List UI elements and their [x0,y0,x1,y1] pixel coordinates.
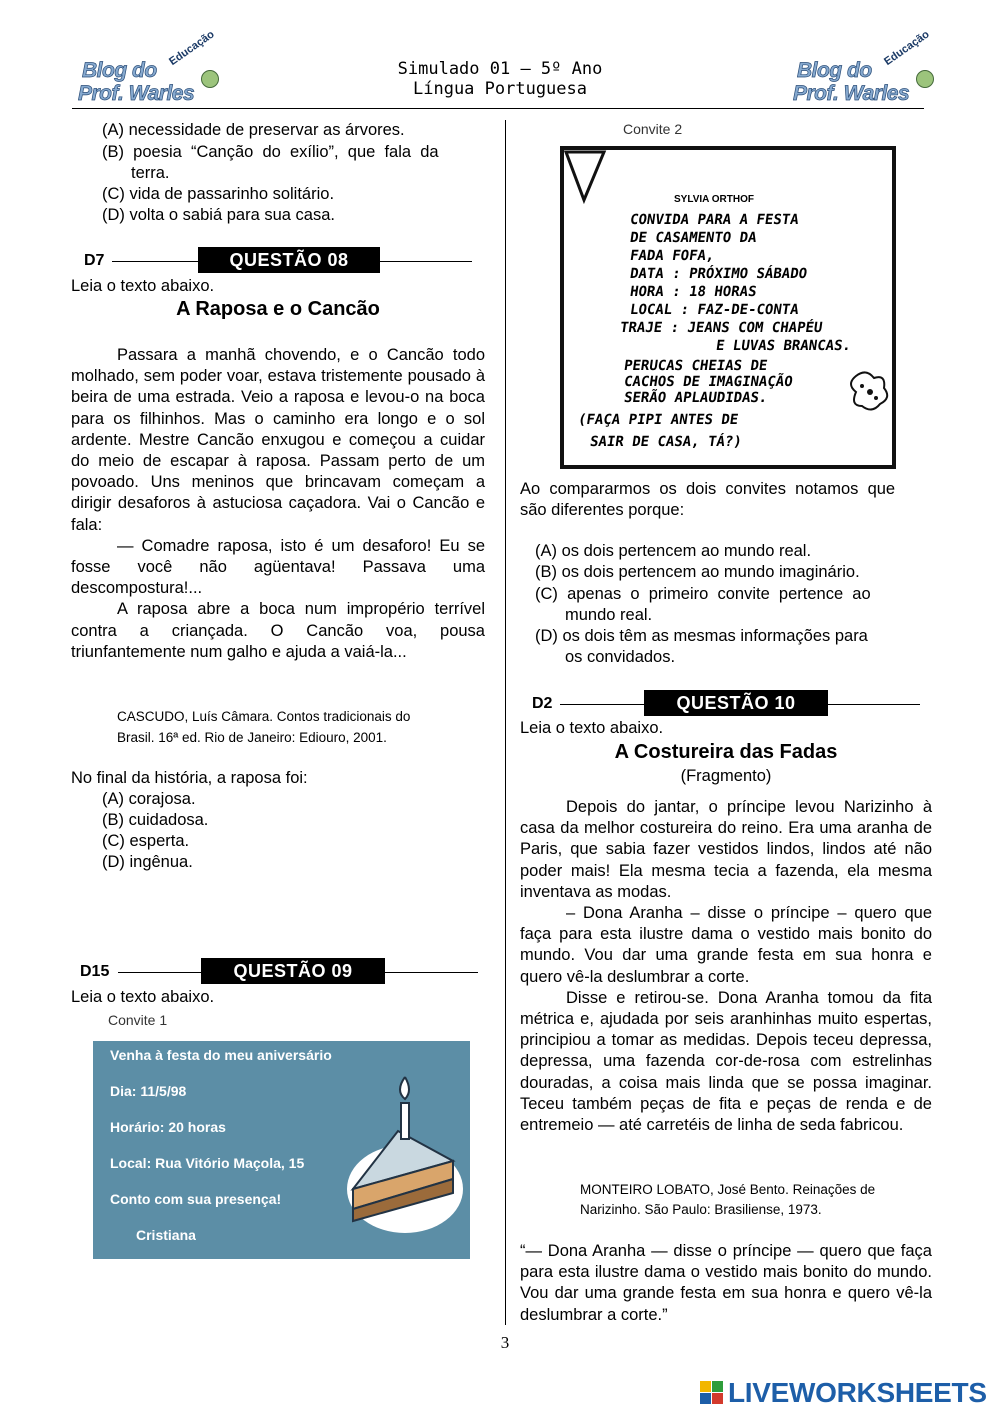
question-08-header [84,247,472,277]
q08-option-b: (B) cuidadosa. [102,811,209,829]
rule-right [828,704,920,705]
q07-option-a: (A) necessidade de preservar as árvores. [102,121,405,139]
globe-icon [201,70,219,88]
q08-reference-1: CASCUDO, Luís Câmara. Contos tradicionais do [117,709,411,724]
invite2-line: DE CASAMENTO DA [628,230,758,246]
invite2-line: DATA : PRÓXIMO SÁBADO [628,266,809,282]
q07-option-b: (B) poesia “Canção do exílio”, que fala da [102,143,439,161]
liveworksheets-mark-icon [700,1381,724,1405]
page-subtitle: Língua Portuguesa [413,79,587,99]
q09-question-1: Ao compararmos os dois convites notamos que [520,480,896,498]
q09-option-a: (A) os dois pertencem ao mundo real. [535,542,812,560]
convite1-caption: Convite 1 [108,1012,168,1028]
q08-option-a: (A) corajosa. [102,790,196,808]
invite1-line: Conto com sua presença! [110,1191,282,1207]
flower-doodle-icon [836,364,896,424]
cake-icon [343,1071,463,1241]
paragraph: A raposa abre a boca num impropério terrível contra a criançada. O Cancão voa, pousa triunfantemente num galho e ajuda a vaiá-la... [71,600,485,661]
q09-option-c: (C) apenas o primeiro convite pertence ao [535,585,871,603]
question-label: QUESTÃO 08 [198,247,380,273]
invite2-line: TRAJE : JEANS COM CHAPÉU [618,320,824,336]
invite2-line: CACHOS DE IMAGINAÇÃO [622,374,794,390]
invitation-1-card [93,1041,470,1259]
q07-option-c: (C) vida de passarinho solitário. [102,185,335,203]
q10-reference-2: Narizinho. São Paulo: Brasiliense, 1973. [580,1202,822,1217]
q10-text-subtitle: (Fragmento) [680,767,772,785]
header-divider [72,108,924,109]
q10-text-title: A Costureira das Fadas [614,741,838,763]
q10-reference-1: MONTEIRO LOBATO, José Bento. Reinações de [580,1182,876,1197]
q07-option-b-cont: terra. [131,164,170,182]
descriptor-code: D2 [532,695,553,712]
liveworksheets-wordmark: LIVEWORKSHEETS [728,1377,987,1408]
invite2-line: SAIR DE CASA, TÁ?) [588,434,743,450]
column-divider [505,120,506,1325]
logo-line2: Prof. Warles [793,82,910,105]
page-title: Simulado 01 – 5º Ano [397,59,603,79]
q08-option-d: (D) ingênua. [102,853,193,871]
paragraph: Passara a manhã chovendo, e o Cancão todo molhado, sem poder voar, estava tristemente pousado à beira de uma estrada. Veio a raposa e levou-o na boca para os filhinhos. Mas o caminho era longo e o sol ardente. Mestre Cancão enxugou e começou a cuidar do meio de escapar à raposa. Passam perto de um povoado. Uns meninos que brincavam começam a dirigir desaforos à astuciosa caçadora. Vai o Cancão e fala: [71,346,485,534]
q09-option-b: (B) os dois pertencem ao mundo imaginário. [535,563,860,581]
rule-right [380,261,472,262]
globe-icon [916,70,934,88]
invite2-line: CONVIDA PARA A FESTA [628,212,800,228]
q09-option-d-cont: os convidados. [565,648,676,666]
invite2-line: LOCAL : FAZ-DE-CONTA [628,302,800,318]
q09-question-2: são diferentes porque: [520,501,685,519]
q08-text-title: A Raposa e o Cancão [176,298,380,320]
invite1-line: Cristiana [136,1227,196,1243]
rule-left [118,972,204,973]
invite1-line: Venha à festa do meu aniversário [110,1047,332,1063]
q10-text-body [520,797,932,1136]
descriptor-code: D7 [84,252,105,269]
invite2-line: FADA FOFA, [628,248,716,264]
q07-option-d: (D) volta o sabiá para sua casa. [102,206,335,224]
question-09-header [80,958,478,988]
invite1-line: Horário: 20 horas [110,1119,226,1135]
q08-text-body [71,345,485,663]
q08-intro: Leia o texto abaixo. [71,277,215,295]
q09-option-c-cont: mundo real. [565,606,653,624]
invitation-2-card [560,146,896,469]
descriptor-code: D15 [80,963,110,980]
invite2-line: SERÃO APLAUDIDAS. [622,390,769,406]
page-number: 3 [500,1333,510,1352]
corner-fold-icon [564,150,634,220]
invite1-line: Dia: 11/5/98 [110,1083,187,1099]
question-label: QUESTÃO 10 [644,690,828,716]
logo-line2: Prof. Warles [78,82,195,105]
q10-quote: “— Dona Aranha — disse o príncipe — quero que faça para esta ilustre dama o vestido mais bonito do mundo. Vou dar uma grande festa em sua honra e quero vê-la deslumbrar a corte.” [520,1242,932,1324]
invite1-line: Local: Rua Vitório Maçola, 15 [110,1155,305,1171]
q10-intro: Leia o texto abaixo. [520,719,664,737]
paragraph: Depois do jantar, o príncipe levou Narizinho à casa da melhor costureira do reino. Era uma aranha de Paris, que sabia fazer vestidos lindos, lindos até não poder mais! Ela mesma tecia a fazenda, ela mesma inventava as modas. [520,798,932,901]
paragraph: Disse e retirou-se. Dona Aranha tomou da fita métrica e, ajudada por seis aranhinhas muito espertas, principiou a tomar as medidas. Depois teceu depressa, depressa, uma fazenda cor-de-rosa com estrelinhas douradas, a coisa mais linda que se possa imaginar. Teceu também peças de fita e peças de renda e de entremeio — até carretéis de linha de seda fabricou. [520,988,932,1135]
invite2-line: E LUVAS BRANCAS. [714,338,852,354]
blog-logo-right [793,28,938,108]
q08-option-c: (C) esperta. [102,832,190,850]
question-10-header [532,690,920,720]
logo-edu: Educação [882,28,932,68]
paragraph: – Dona Aranha – disse o príncipe – quero que faça para esta ilustre dama o vestido mais bonito do mundo. Vou dar uma grande festa em sua honra e quero vê-la deslumbrar a corte. [520,904,932,986]
invite2-line: HORA : 18 HORAS [628,284,758,300]
blog-logo-left [78,28,223,108]
q08-question: No final da história, a raposa foi: [71,769,308,787]
q08-reference-2: Brasil. 16ª ed. Rio de Janeiro: Ediouro, 2001. [117,730,387,745]
question-label: QUESTÃO 09 [201,958,385,984]
rule-left [112,261,202,262]
invite2-line: (FAÇA PIPI ANTES DE [576,412,740,428]
q09-option-d: (D) os dois têm as mesmas informações para [535,627,868,645]
logo-line1: Blog do [82,59,157,82]
q09-intro: Leia o texto abaixo. [71,988,215,1006]
invite2-author: SYLVIA ORTHOF [674,194,754,205]
logo-edu: Educação [167,28,217,68]
rule-left [560,704,646,705]
logo-line1: Blog do [797,59,872,82]
convite2-caption: Convite 2 [623,121,683,137]
paragraph: — Comadre raposa, isto é um desaforo! Eu se fosse você não agüentava! Passava uma descompostura!... [71,536,485,598]
invite2-line: PERUCAS CHEIAS DE [622,358,769,374]
rule-right [385,972,478,973]
